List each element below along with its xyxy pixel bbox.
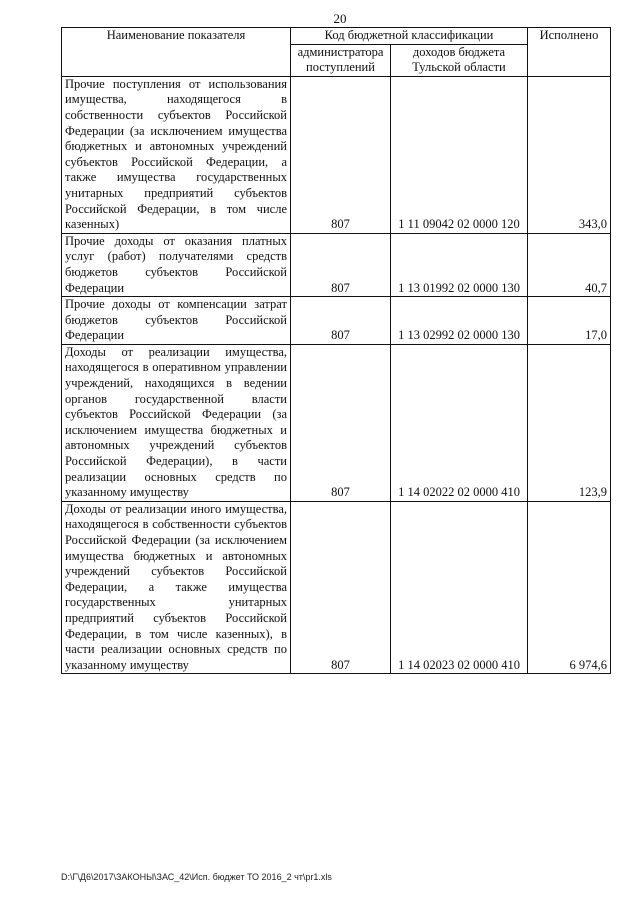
table-row: [62, 297, 611, 345]
row-income-code: 1 11 09042 02 0000 120: [391, 76, 528, 233]
row-income-code: 1 14 02023 02 0000 410: [391, 501, 528, 674]
row-executed-value: 123,9: [528, 344, 611, 501]
row-admin-code: 807: [291, 344, 391, 501]
table-row: [62, 76, 611, 233]
row-admin-code: 807: [291, 501, 391, 674]
row-admin-code: 807: [291, 233, 391, 296]
row-income-code: 1 13 01992 02 0000 130: [391, 233, 528, 296]
row-executed-value: 6 974,6: [528, 501, 611, 674]
row-name: Прочие доходы от оказания платных услуг (работ) получателями средств бюджетов субъектов Российской Федерации: [62, 233, 291, 296]
row-name: Прочие доходы от компенсации затрат бюджетов субъектов Российской Федерации: [62, 297, 291, 345]
header-code-group: Код бюджетной классификации: [291, 28, 528, 45]
row-executed-value: 17,0: [528, 297, 611, 345]
row-executed-value: 343,0: [528, 76, 611, 233]
header-executed: Исполнено: [528, 28, 611, 77]
header-name: Наименование показателя: [62, 28, 291, 77]
table-row: [62, 233, 611, 296]
row-name: Доходы от реализации иного имущества, находящегося в собственности субъектов Российской Федерации (за исключением имущества бюджетных и автономных учреждений субъектов Российской Федерации, а также имущества государственных унитарных предприятий субъектов Российской Федерации, в том числе казенных), в части реализации основных средств по указанному имуществу: [62, 501, 291, 674]
header-admin: администратора поступлений: [291, 44, 391, 76]
row-name: Доходы от реализации имущества, находящегося в оперативном управлении учреждений, находящихся в ведении органов государственной власти субъектов Российской Федерации (за исключением имущества бюджетных и автономных учреждений субъектов Российской Федерации), в части реализации основных средств по указанному имуществу: [62, 344, 291, 501]
row-name: Прочие поступления от использования имущества, находящегося в собственности субъектов Российской Федерации (за исключением имущества бюджетных и автономных учреждений субъектов Российской Федерации, а также имущества государственных унитарных предприятий субъектов Российской Федерации, в том числе казенных): [62, 76, 291, 233]
page-number: 20: [333, 11, 347, 26]
header-row: [62, 28, 611, 45]
table-row: [62, 344, 611, 501]
file-path-footer: D:\Г\Д6\2017\ЗАКОНЫ\ЗАС_42\Исп. бюджет ТО 2016_2 чт\pr1.xls: [61, 872, 332, 882]
row-admin-code: 807: [291, 297, 391, 345]
budget-table: [61, 27, 611, 674]
row-income-code: 1 13 02992 02 0000 130: [391, 297, 528, 345]
row-admin-code: 807: [291, 76, 391, 233]
header-income: доходов бюджета Тульской области: [391, 44, 528, 76]
table-row: [62, 501, 611, 674]
row-executed-value: 40,7: [528, 233, 611, 296]
row-income-code: 1 14 02022 02 0000 410: [391, 344, 528, 501]
